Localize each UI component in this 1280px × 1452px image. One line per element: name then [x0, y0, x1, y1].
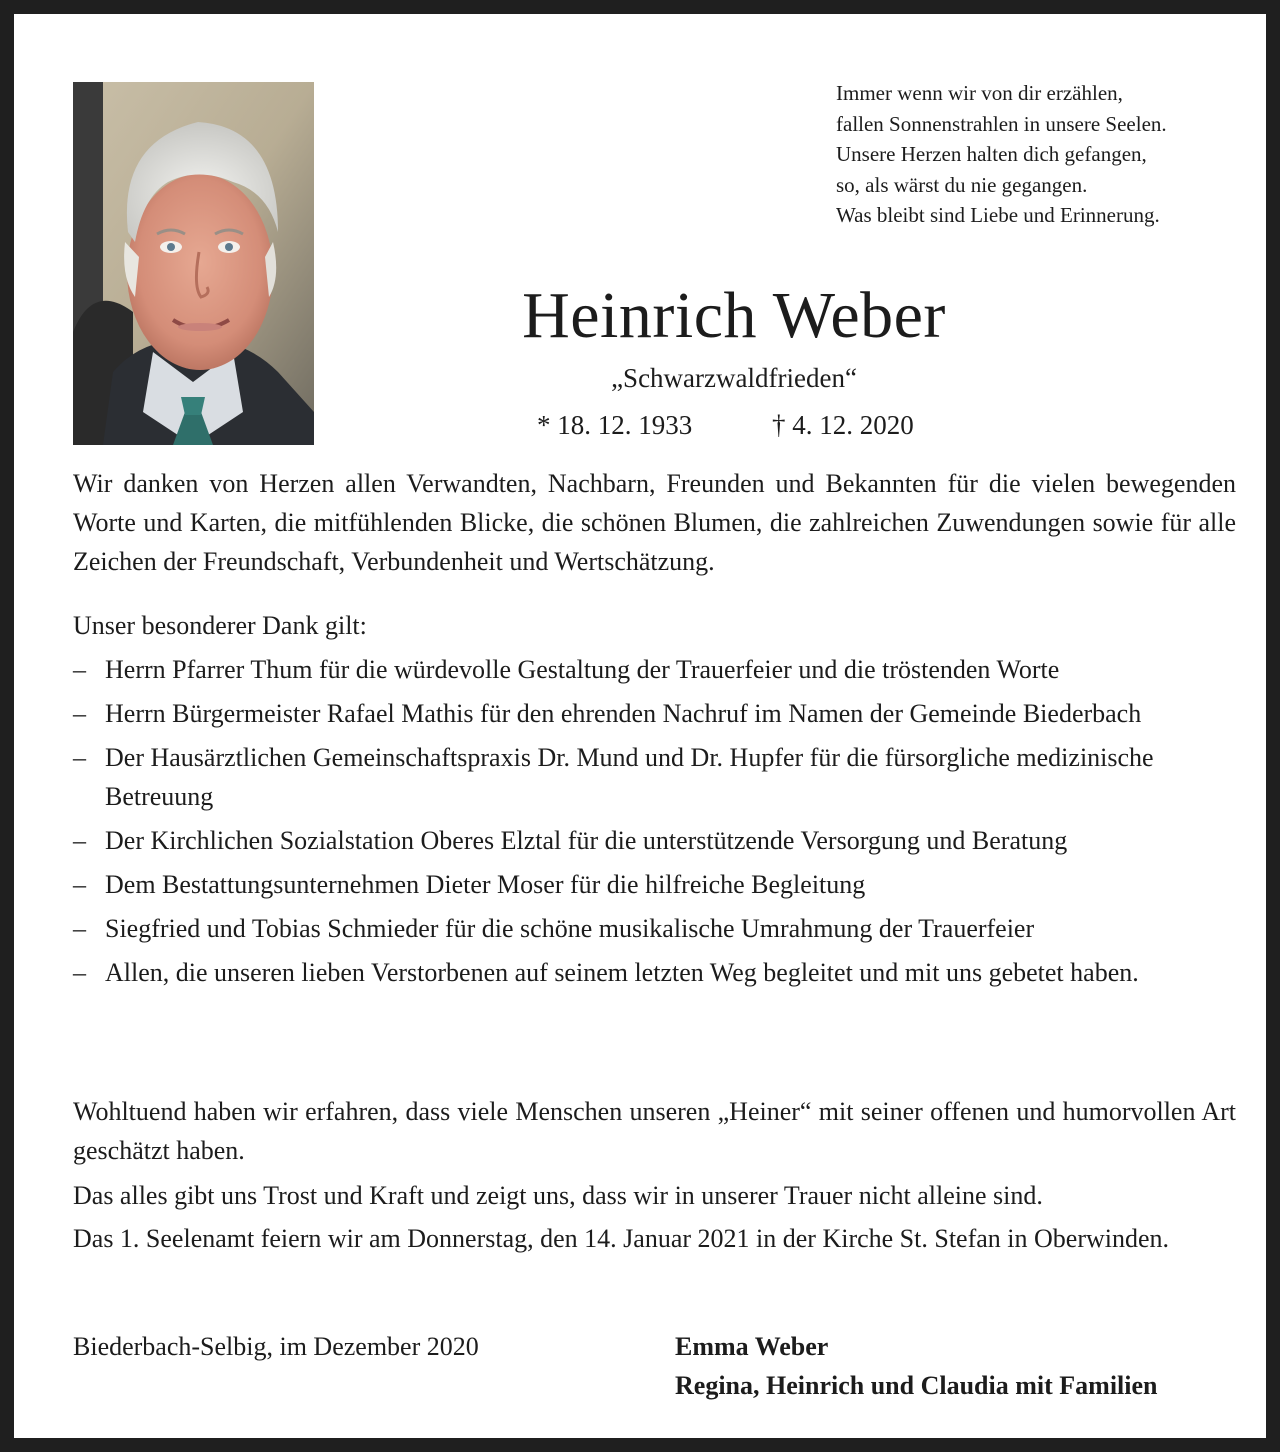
deceased-name: Heinrich Weber	[522, 279, 946, 352]
special-thanks-list	[73, 650, 1243, 997]
poem-line: Immer wenn wir von dir erzählen,	[836, 81, 1123, 105]
dash-bullet: –	[73, 826, 86, 855]
poem-line: Was bleibt sind Liebe und Erinnerung.	[836, 203, 1160, 227]
list-item-text: Der Kirchlichen Sozialstation Oberes Elztal für die unterstützende Versorgung und Beratung	[105, 826, 1068, 855]
comfort-paragraph: Das alles gibt uns Trost und Kraft und zeigt uns, dass wir in unserer Trauer nicht alleine sind.	[73, 1181, 1043, 1210]
list-item-text: Der Hausärztlichen Gemeinschaftspraxis Dr. Mund und Dr. Hupfer für die fürsorgliche medizinische Betreuung	[105, 743, 1154, 811]
list-item	[73, 650, 1243, 689]
signer-name: Emma Weber	[675, 1332, 829, 1361]
dash-bullet: –	[73, 870, 86, 899]
closing-paragraph: Wohltuend haben wir erfahren, dass viele Menschen unseren „Heiner“ mit seiner offenen und humorvollen Art geschätzt haben.	[73, 1097, 1236, 1165]
place-and-date: Biederbach-Selbig, im Dezember 2020	[73, 1332, 479, 1361]
list-item-text: Dem Bestattungsunternehmen Dieter Moser für die hilfreiche Begleitung	[105, 870, 866, 899]
thanks-paragraph: Wir danken von Herzen allen Verwandten, Nachbarn, Freunden und Bekannten für die vielen bewegenden Worte und Karten, die mitfühlenden Blicke, die schönen Blumen, die zahlreichen Zuwendungen sowie für alle Zeichen der Freundschaft, Verbundenheit und Wertschätzung.	[73, 469, 1236, 576]
poem-line: fallen Sonnenstrahlen in unsere Seelen.	[836, 111, 1167, 136]
list-item-text: Allen, die unseren lieben Verstorbenen auf seinem letzten Weg begleitet und mit uns gebetet haben.	[105, 958, 1139, 987]
portrait-photo	[73, 82, 314, 445]
dash-bullet: –	[73, 958, 86, 987]
dash-bullet: –	[73, 914, 86, 943]
list-item	[73, 738, 1243, 816]
list-item	[73, 953, 1243, 992]
birth-date: * 18. 12. 1933	[537, 410, 693, 440]
memorial-poem	[836, 78, 1236, 231]
signer-name: Regina, Heinrich und Claudia mit Familien	[675, 1371, 1158, 1400]
dash-bullet: –	[73, 743, 86, 772]
poem-line: so, als wärst du nie gegangen.	[836, 172, 1088, 197]
death-date: † 4. 12. 2020	[772, 410, 914, 440]
list-item	[73, 909, 1243, 948]
poem-line: Unsere Herzen halten dich gefangen,	[836, 142, 1147, 166]
list-item	[73, 865, 1243, 904]
signers	[675, 1327, 1158, 1405]
list-item-text: Herrn Bürgermeister Rafael Mathis für den ehrenden Nachruf im Namen der Gemeinde Biederbach	[105, 699, 1142, 728]
special-thanks-heading: Unser besonderer Dank gilt:	[73, 611, 367, 640]
deceased-nickname: „Schwarzwaldfrieden“	[611, 363, 857, 393]
memorial-service-paragraph: Das 1. Seelenamt feiern wir am Donnerstag, den 14. Januar 2021 in der Kirche St. Stefan in Oberwinden.	[73, 1224, 1170, 1253]
dash-bullet: –	[73, 699, 86, 728]
list-item	[73, 694, 1243, 733]
list-item	[73, 821, 1243, 860]
dash-bullet: –	[73, 655, 86, 684]
list-item-text: Herrn Pfarrer Thum für die würdevolle Gestaltung der Trauerfeier und die tröstenden Worte	[105, 655, 1060, 684]
list-item-text: Siegfried und Tobias Schmieder für die schöne musikalische Umrahmung der Trauerfeier	[105, 914, 1035, 943]
